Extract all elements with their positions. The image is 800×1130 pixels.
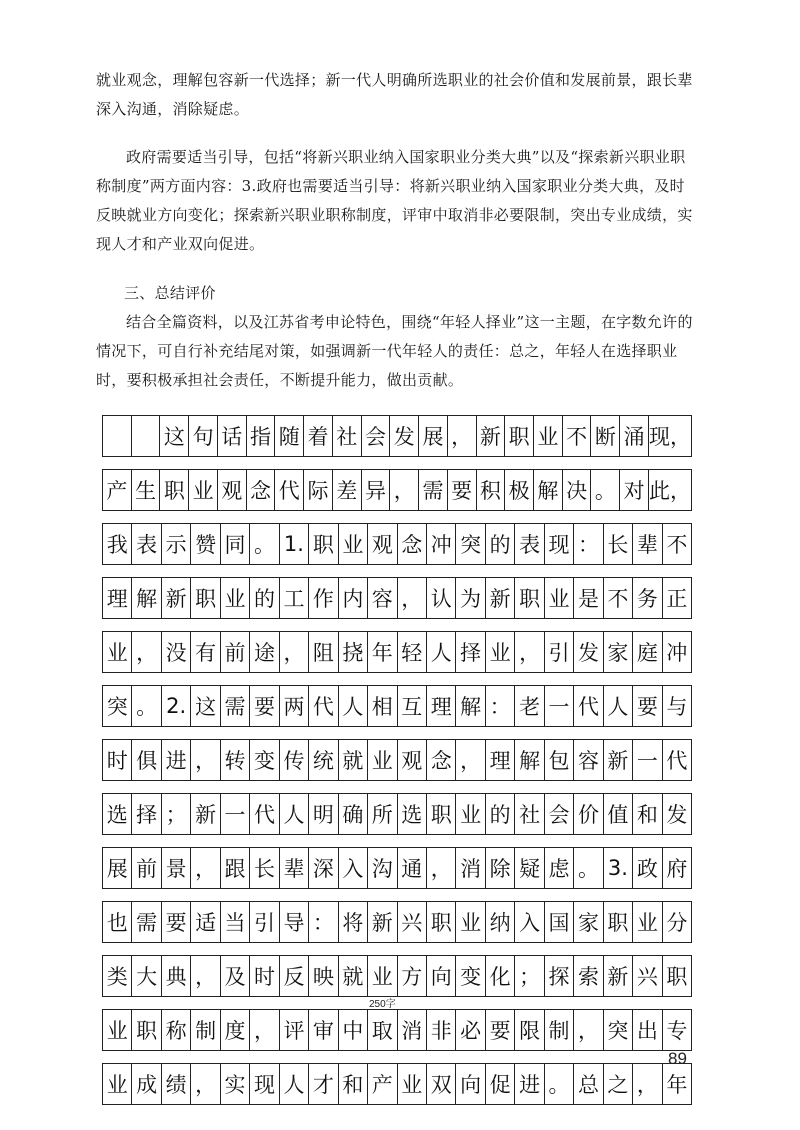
grid-cell: 。 — [591, 470, 620, 510]
grid-cell: 内 — [339, 578, 368, 618]
grid-cell: 认 — [427, 578, 456, 618]
grid-cell: 积 — [477, 470, 506, 510]
grid-cell: 。 — [250, 524, 279, 564]
grid-cell: 没 — [162, 632, 191, 672]
grid-cell: 理 — [486, 740, 515, 780]
grid-cell: 方 — [398, 956, 427, 996]
grid-cell: 成 — [132, 1064, 161, 1104]
word-count-label: 250字 — [369, 999, 396, 1010]
grid-cell: 一 — [221, 794, 250, 834]
grid-cell: 当 — [221, 902, 250, 942]
grid-cell: 业 — [368, 956, 397, 996]
grid-cell: 冲 — [427, 524, 456, 564]
grid-cell: 传 — [280, 740, 309, 780]
grid-cell: 涌 — [620, 416, 649, 456]
grid-cell: 取 — [368, 1010, 397, 1050]
grid-cell — [132, 416, 161, 456]
grid-cell: 的 — [250, 578, 279, 618]
grid-cell: 业 — [456, 794, 485, 834]
grid-cell: 深 — [309, 848, 338, 888]
grid-cell: 制 — [545, 1010, 574, 1050]
grid-cell: 着 — [304, 416, 333, 456]
grid-cell: 职 — [309, 524, 338, 564]
grid-cell: 要 — [486, 1010, 515, 1050]
grid-cell: 会 — [545, 794, 574, 834]
grid-cell: 业 — [398, 1064, 427, 1104]
grid-cell: ， — [250, 1010, 279, 1050]
grid-cell: 。 — [574, 848, 603, 888]
grid-cell: 价 — [574, 794, 603, 834]
grid-cell: 跟 — [221, 848, 250, 888]
grid-cell: 解 — [515, 740, 544, 780]
grid-cell: 要 — [162, 902, 191, 942]
grid-cell: 这 — [160, 416, 189, 456]
grid-cell: 虑 — [545, 848, 574, 888]
grid-cell: 前 — [221, 632, 250, 672]
grid-cell: 类 — [103, 956, 132, 996]
grid-cell: 家 — [574, 902, 603, 942]
grid-cell: 要 — [250, 686, 279, 726]
grid-cell: 新 — [486, 578, 515, 618]
grid-cell: 新 — [191, 794, 220, 834]
grid-cell: 表 — [515, 524, 544, 564]
grid-cell: 不 — [563, 416, 592, 456]
grid-cell: 业 — [103, 1064, 132, 1104]
grid-cell: 引 — [545, 632, 574, 672]
grid-cell: 所 — [368, 794, 397, 834]
grid-cell: 容 — [368, 578, 397, 618]
grid-cell: ； — [515, 956, 544, 996]
grid-cell: 容 — [574, 740, 603, 780]
grid-cell: 向 — [427, 956, 456, 996]
grid-row — [102, 901, 692, 943]
grid-cell: 解 — [132, 578, 161, 618]
grid-cell: 疑 — [515, 848, 544, 888]
grid-cell: 同 — [221, 524, 250, 564]
grid-cell: 国 — [545, 902, 574, 942]
grid-cell: ， — [191, 1064, 220, 1104]
grid-cell: 选 — [103, 794, 132, 834]
grid-cell: 不 — [666, 533, 688, 557]
grid-cell: 业 — [189, 470, 218, 510]
grid-cell: 度 — [221, 1010, 250, 1050]
grid-cell: 择 — [456, 632, 485, 672]
grid-cell: 探 — [545, 956, 574, 996]
grid-cell: 典 — [162, 956, 191, 996]
grid-cell: 人 — [280, 1064, 309, 1104]
grid-cell: 人 — [604, 686, 633, 726]
grid-cell: 新 — [368, 902, 397, 942]
grid-cell: 必 — [456, 1010, 485, 1050]
grid-cell: ， — [448, 416, 477, 456]
grid-cell: 突 — [456, 524, 485, 564]
grid-row — [102, 577, 692, 619]
grid-cell: ， — [427, 848, 456, 888]
grid-cell: 突 — [604, 1010, 633, 1050]
grid-cell: 大 — [132, 956, 161, 996]
grid-cell: ， — [398, 578, 427, 618]
grid-cell: ， — [280, 632, 309, 672]
grid-row — [102, 1009, 692, 1051]
grid-cell: 为 — [456, 578, 485, 618]
grid-cell: 念 — [398, 524, 427, 564]
grid-cell: 示 — [162, 524, 191, 564]
grid-cell: 互 — [398, 686, 427, 726]
grid-cell: 沟 — [368, 848, 397, 888]
grid-cell: 一 — [545, 686, 574, 726]
grid-cell: ； — [162, 794, 191, 834]
grid-cell: 除 — [486, 848, 515, 888]
grid-cell: ， — [390, 470, 419, 510]
grid-cell: 理 — [427, 686, 456, 726]
grid-cell: 随 — [275, 416, 304, 456]
grid-cell: 途 — [250, 632, 279, 672]
grid-cell: 年 — [368, 632, 397, 672]
answer-grid — [102, 415, 692, 1117]
grid-cell: 我 — [103, 524, 132, 564]
grid-cell: 非 — [427, 1010, 456, 1050]
grid-cell: 此， — [648, 479, 691, 503]
grid-cell: 现 — [545, 524, 574, 564]
grid-cell: 明 — [309, 794, 338, 834]
grid-cell: 新 — [604, 740, 633, 780]
grid-cell: 府 — [666, 857, 688, 881]
grid-cell: 适 — [191, 902, 220, 942]
paragraph-summary: 结合全篇资料，以及江苏省考申论特色，围绕“年轻人择业”这一主题，在字数允许的情况下，可自行补充结尾对策，如强调新一代年轻人的责任：总之，年轻人在选择职业时，要积极承担社会责任，不断提升能力，做出贡献。 — [96, 313, 693, 389]
grid-cell: 转 — [221, 740, 250, 780]
grid-cell: 。 — [132, 686, 161, 726]
grid-cell: 家 — [604, 632, 633, 672]
grid-cell: 入 — [339, 848, 368, 888]
grid-cell: 职 — [427, 902, 456, 942]
grid-cell: 中 — [339, 1010, 368, 1050]
grid-cell: 新 — [162, 578, 191, 618]
grid-cell: 新 — [604, 956, 633, 996]
grid-row — [102, 955, 692, 997]
grid-cell: 发 — [574, 632, 603, 672]
grid-cell: 代 — [275, 470, 304, 510]
grid-cell: 产 — [103, 470, 132, 510]
grid-cell: ， — [191, 848, 220, 888]
grid-cell: ， — [633, 1064, 662, 1104]
grid-cell: 。 — [545, 1064, 574, 1104]
grid-cell: 业 — [368, 740, 397, 780]
grid-row — [102, 793, 692, 835]
grid-cell: 职 — [160, 470, 189, 510]
grid-row — [102, 415, 692, 457]
grid-cell: 赞 — [191, 524, 220, 564]
grid-cell — [103, 416, 132, 456]
grid-cell: 1. — [280, 524, 309, 564]
grid-cell: 阻 — [309, 632, 338, 672]
grid-cell: 促 — [486, 1064, 515, 1104]
grid-cell: 进 — [162, 740, 191, 780]
grid-cell: 人 — [427, 632, 456, 672]
grid-cell: 业 — [633, 902, 662, 942]
grid-cell: 业 — [486, 632, 515, 672]
grid-cell: 际 — [304, 470, 333, 510]
grid-cell: 代 — [666, 749, 688, 773]
grid-cell: 长 — [250, 848, 279, 888]
grid-cell: 展 — [103, 848, 132, 888]
grid-cell: 索 — [574, 956, 603, 996]
grid-cell: 分 — [666, 911, 688, 935]
grid-cell: 年 — [666, 1073, 688, 1097]
grid-cell: 进 — [515, 1064, 544, 1104]
grid-cell: 业 — [221, 578, 250, 618]
grid-row — [102, 469, 692, 511]
grid-cell: 业 — [339, 524, 368, 564]
grid-cell: 人 — [339, 686, 368, 726]
grid-cell: 发 — [666, 803, 688, 827]
section-heading: 三、总结评价 — [124, 284, 216, 302]
grid-cell: 业 — [103, 1010, 132, 1050]
grid-cell: 职 — [427, 794, 456, 834]
grid-cell: 句 — [189, 416, 218, 456]
grid-cell: 辈 — [633, 524, 662, 564]
grid-cell: 观 — [398, 740, 427, 780]
grid-cell: 念 — [427, 740, 456, 780]
grid-cell: 总 — [574, 1064, 603, 1104]
grid-cell: 相 — [368, 686, 397, 726]
grid-cell: 将 — [339, 902, 368, 942]
grid-cell: 两 — [280, 686, 309, 726]
grid-cell: 专 — [666, 1019, 688, 1043]
grid-row — [102, 523, 692, 565]
grid-cell: 业 — [534, 416, 563, 456]
grid-cell: 才 — [309, 1064, 338, 1104]
grid-cell: 限 — [515, 1010, 544, 1050]
grid-cell: 突 — [103, 686, 132, 726]
grid-cell: ， — [456, 740, 485, 780]
grid-cell: 兴 — [398, 902, 427, 942]
grid-cell: 俱 — [132, 740, 161, 780]
grid-cell: 正 — [666, 587, 688, 611]
grid-cell: 时 — [250, 956, 279, 996]
grid-cell: 职 — [132, 1010, 161, 1050]
grid-cell: 指 — [247, 416, 276, 456]
grid-cell: 时 — [103, 740, 132, 780]
grid-cell: 消 — [456, 848, 485, 888]
grid-row — [102, 739, 692, 781]
grid-cell: 庭 — [633, 632, 662, 672]
grid-cell: 需 — [132, 902, 161, 942]
grid-row — [102, 631, 692, 673]
grid-cell: 不 — [604, 578, 633, 618]
grid-cell: 确 — [339, 794, 368, 834]
paragraph-continuation: 就业观念，理解包容新一代选择；新一代人明确所选职业的社会价值和发展前景，跟长辈深入沟通，消除疑虑。 — [96, 71, 693, 118]
grid-cell: 产 — [368, 1064, 397, 1104]
grid-cell: 代 — [574, 686, 603, 726]
grid-cell: 职 — [666, 965, 688, 989]
grid-cell: 消 — [398, 1010, 427, 1050]
grid-cell: 和 — [633, 794, 662, 834]
grid-cell: 发 — [390, 416, 419, 456]
grid-cell: 一 — [633, 740, 662, 780]
grid-cell: 2. — [162, 686, 191, 726]
grid-cell: 就 — [339, 740, 368, 780]
grid-cell: 业 — [456, 902, 485, 942]
grid-cell: 评 — [280, 1010, 309, 1050]
grid-cell: 长 — [604, 524, 633, 564]
grid-cell: 与 — [666, 695, 688, 719]
grid-cell: 极 — [505, 470, 534, 510]
grid-cell: 需 — [221, 686, 250, 726]
grid-cell: 观 — [218, 470, 247, 510]
grid-cell: 观 — [368, 524, 397, 564]
grid-cell: 通 — [398, 848, 427, 888]
grid-cell: 这 — [191, 686, 220, 726]
grid-cell: 引 — [250, 902, 279, 942]
grid-cell: 选 — [398, 794, 427, 834]
grid-cell: 要 — [448, 470, 477, 510]
grid-cell: 导 — [280, 902, 309, 942]
grid-row — [102, 847, 692, 889]
grid-cell: 作 — [309, 578, 338, 618]
grid-cell: 职 — [191, 578, 220, 618]
grid-cell: 异 — [362, 470, 391, 510]
grid-cell: 挠 — [339, 632, 368, 672]
grid-cell: 展 — [419, 416, 448, 456]
grid-cell: 轻 — [398, 632, 427, 672]
grid-cell: ， — [132, 632, 161, 672]
grid-cell: 差 — [333, 470, 362, 510]
grid-cell: 生 — [132, 470, 161, 510]
grid-cell: 绩 — [162, 1064, 191, 1104]
grid-cell: ， — [574, 1010, 603, 1050]
grid-cell: 念 — [247, 470, 276, 510]
grid-cell: ， — [191, 740, 220, 780]
grid-cell: 对 — [620, 470, 649, 510]
grid-cell: 值 — [604, 794, 633, 834]
grid-cell: 职 — [604, 902, 633, 942]
grid-cell: 断 — [591, 416, 620, 456]
grid-cell: 制 — [191, 1010, 220, 1050]
grid-cell: ： — [486, 686, 515, 726]
grid-cell: 表 — [132, 524, 161, 564]
grid-cell: 代 — [309, 686, 338, 726]
grid-cell: ： — [574, 524, 603, 564]
page-number: 89 — [668, 1049, 687, 1068]
grid-cell: 务 — [633, 578, 662, 618]
grid-cell: 业 — [545, 578, 574, 618]
grid-cell: 变 — [456, 956, 485, 996]
grid-row — [102, 685, 692, 727]
grid-cell: 兴 — [633, 956, 662, 996]
grid-cell: 解 — [534, 470, 563, 510]
grid-cell: 辈 — [280, 848, 309, 888]
grid-cell: 向 — [456, 1064, 485, 1104]
grid-cell: 映 — [309, 956, 338, 996]
grid-cell: 3. — [604, 848, 633, 888]
grid-cell: 入 — [515, 902, 544, 942]
grid-cell: 会 — [362, 416, 391, 456]
grid-cell: 之 — [604, 1064, 633, 1104]
grid-cell: 需 — [419, 470, 448, 510]
grid-cell: 理 — [103, 578, 132, 618]
grid-cell: 冲 — [666, 641, 688, 665]
grid-cell: 老 — [515, 686, 544, 726]
grid-cell: 择 — [132, 794, 161, 834]
grid-cell: 就 — [339, 956, 368, 996]
grid-cell: 话 — [218, 416, 247, 456]
grid-cell: 职 — [505, 416, 534, 456]
grid-cell: 人 — [280, 794, 309, 834]
grid-cell: 决 — [563, 470, 592, 510]
grid-cell: 前 — [132, 848, 161, 888]
grid-cell: 业 — [103, 632, 132, 672]
grid-cell: 要 — [633, 686, 662, 726]
grid-cell: 代 — [250, 794, 279, 834]
grid-cell: 化 — [486, 956, 515, 996]
grid-cell: 称 — [162, 1010, 191, 1050]
grid-cell: 的 — [486, 524, 515, 564]
grid-cell: 和 — [339, 1064, 368, 1104]
grid-cell: 包 — [545, 740, 574, 780]
grid-cell: 景 — [162, 848, 191, 888]
grid-cell: 的 — [486, 794, 515, 834]
grid-cell: 社 — [515, 794, 544, 834]
grid-cell: ， — [515, 632, 544, 672]
grid-cell: ， — [191, 956, 220, 996]
grid-cell: 也 — [103, 902, 132, 942]
grid-cell: 有 — [191, 632, 220, 672]
grid-cell: 新 — [477, 416, 506, 456]
grid-cell: 统 — [309, 740, 338, 780]
grid-cell: 实 — [221, 1064, 250, 1104]
grid-row — [102, 1063, 692, 1105]
grid-cell: 政 — [633, 848, 662, 888]
grid-cell: 纳 — [486, 902, 515, 942]
grid-cell: 及 — [221, 956, 250, 996]
grid-cell: 变 — [250, 740, 279, 780]
grid-cell: 出 — [633, 1010, 662, 1050]
grid-cell: 是 — [574, 578, 603, 618]
grid-cell: 现 — [250, 1064, 279, 1104]
grid-cell: 双 — [427, 1064, 456, 1104]
grid-cell: 社 — [333, 416, 362, 456]
grid-cell: 审 — [309, 1010, 338, 1050]
grid-cell: 反 — [280, 956, 309, 996]
grid-cell: 工 — [280, 578, 309, 618]
grid-cell: 现， — [648, 425, 691, 449]
paragraph-government-guidance: 政府需要适当引导，包括“将新兴职业纳入国家职业分类大典”以及“探索新兴职业职称制度”两方面内容：3.政府也需要适当引导：将新兴职业纳入国家职业分类大典，及时反映就业方向变化；探索新兴职业职称制度，评审中取消非必要限制，突出专业成绩，实现人才和产业双向促进。 — [96, 148, 693, 253]
grid-cell: ： — [309, 902, 338, 942]
grid-cell: 职 — [515, 578, 544, 618]
grid-cell: 解 — [456, 686, 485, 726]
